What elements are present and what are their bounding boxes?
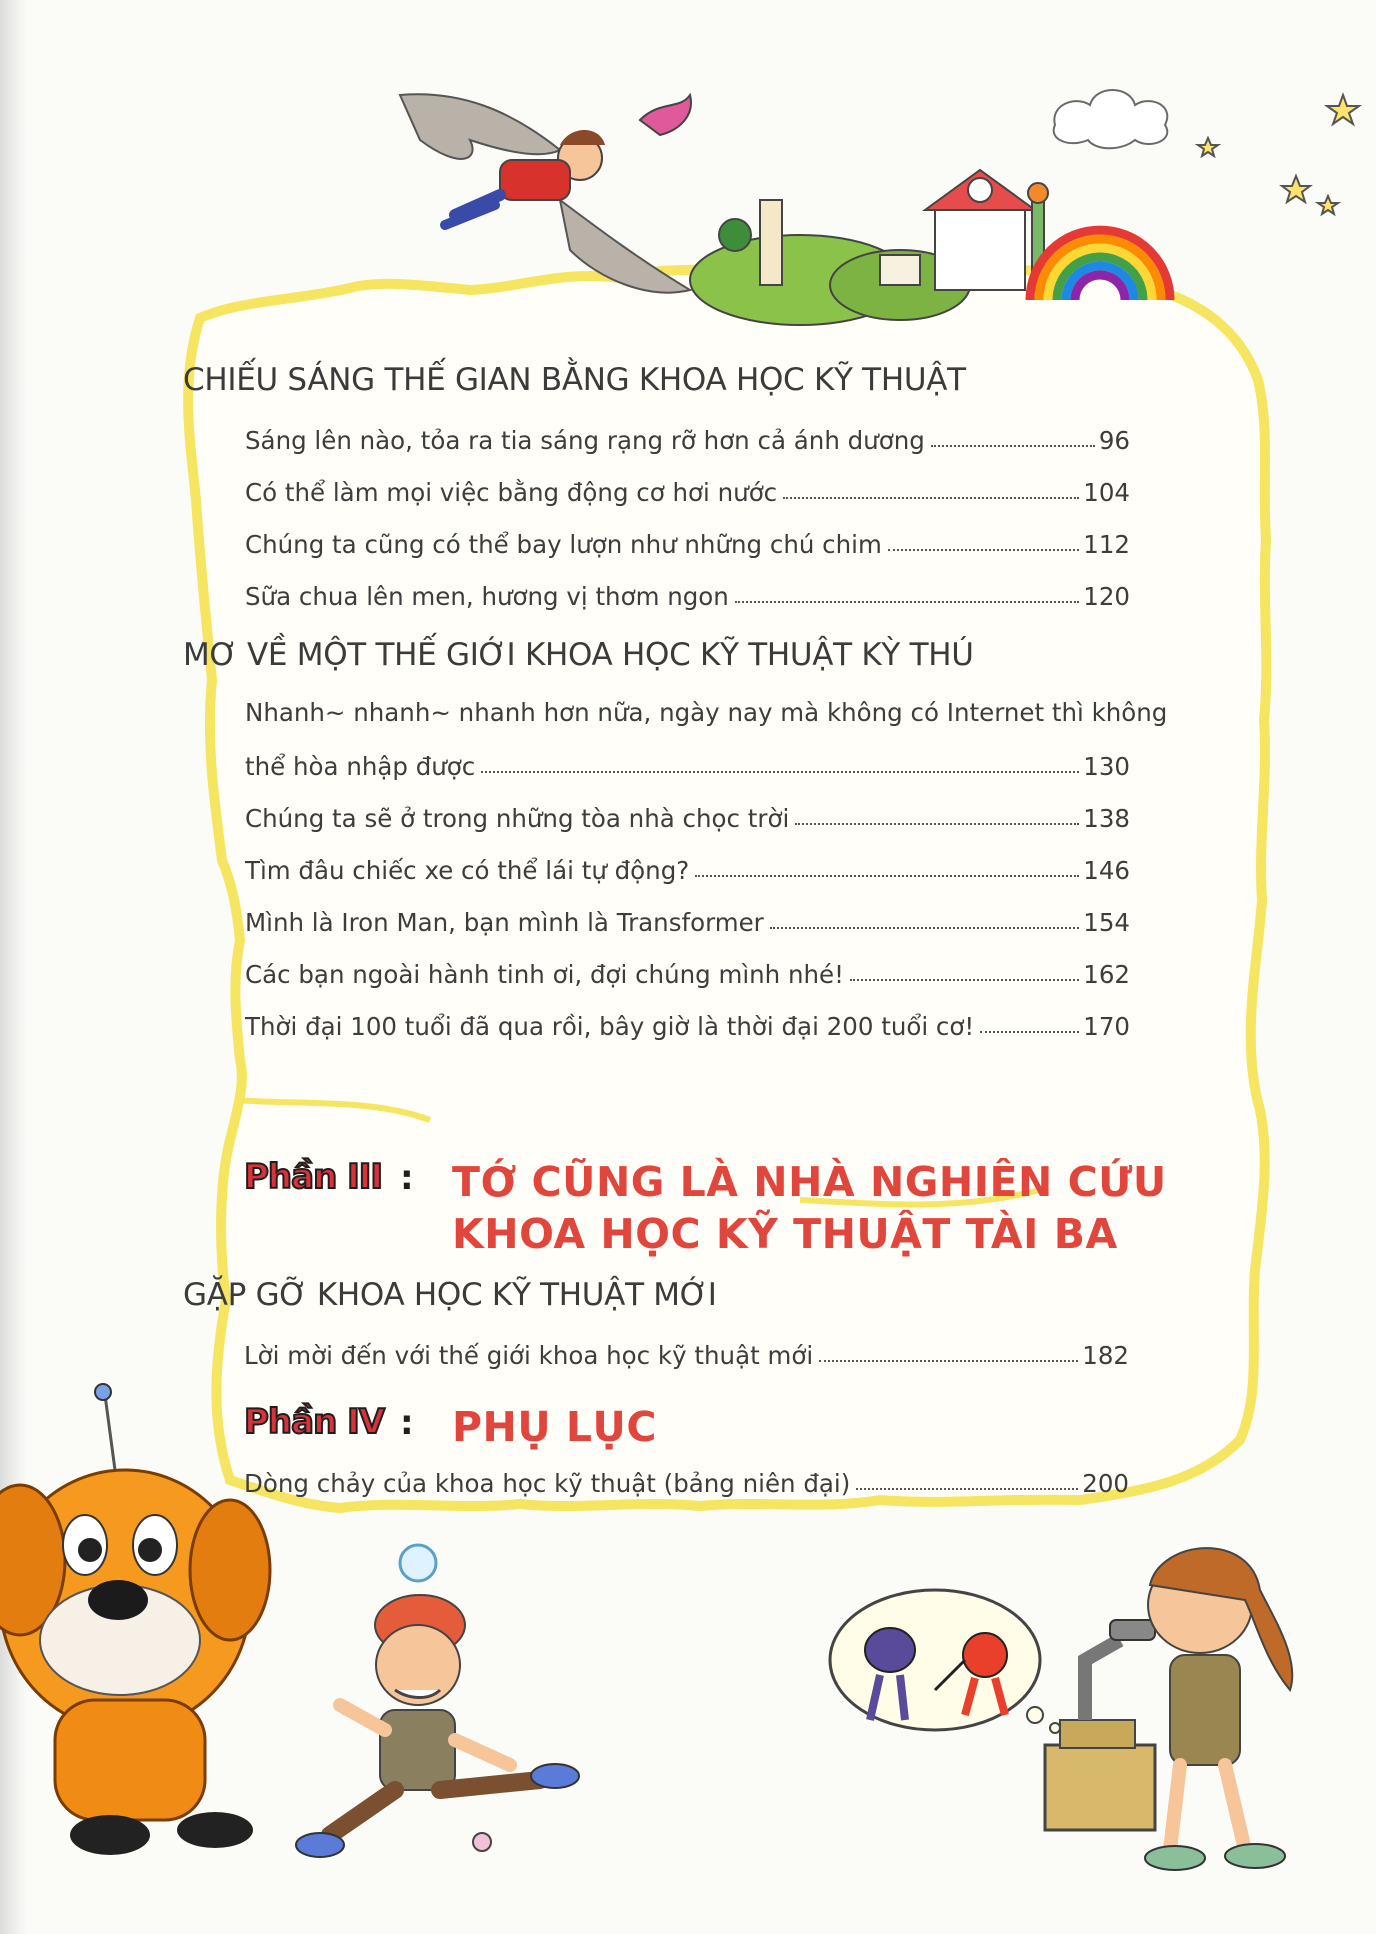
- entry-page: 104: [1083, 478, 1130, 507]
- toc-entry[interactable]: [245, 745, 1130, 781]
- part-title: PHỤ LỤC: [452, 1403, 657, 1451]
- toc-entry[interactable]: [245, 419, 1130, 455]
- entry-page: 146: [1083, 856, 1130, 885]
- dot-leader: [980, 1031, 1079, 1033]
- entry-title: Mình là Iron Man, bạn mình là Transformer: [245, 908, 764, 937]
- dot-leader: [481, 771, 1079, 773]
- entry-page: 162: [1083, 960, 1130, 989]
- entry-title: Chúng ta sẽ ở trong những tòa nhà chọc trời: [245, 804, 790, 833]
- toc-entry[interactable]: [245, 471, 1130, 507]
- toc-entry[interactable]: [245, 523, 1130, 559]
- toc-entry[interactable]: [244, 1462, 1129, 1498]
- toc-entry-line[interactable]: Nhanh~ nhanh~ nhanh hơn nữa, ngày nay mà không có Internet thì không: [245, 698, 1168, 727]
- entry-title: thể hòa nhập được: [245, 752, 476, 781]
- entry-page: 112: [1083, 530, 1130, 559]
- part-label: Phần IV: [244, 1402, 385, 1442]
- entry-title: Lời mời đến với thế giới khoa học kỹ thuật mới: [244, 1341, 814, 1370]
- entry-title: Chúng ta cũng có thể bay lượn như những chú chim: [245, 530, 882, 559]
- dot-leader: [856, 1488, 1078, 1490]
- part-label: Phần III: [244, 1157, 383, 1197]
- entry-page: 96: [1098, 426, 1130, 455]
- entry-title: Các bạn ngoài hành tinh ơi, đợi chúng mình nhé!: [245, 960, 844, 989]
- dot-leader: [783, 497, 1079, 499]
- entry-page: 170: [1083, 1012, 1130, 1041]
- section-title: MƠ VỀ MỘT THẾ GIỚI KHOA HỌC KỸ THUẬT KỲ THÚ: [183, 637, 974, 673]
- dot-leader: [735, 601, 1079, 603]
- entry-title: Sữa chua lên men, hương vị thơm ngon: [245, 582, 729, 611]
- entry-title: Có thể làm mọi việc bằng động cơ hơi nước: [245, 478, 778, 507]
- part-title: TỚ CŨNG LÀ NHÀ NGHIÊN CỨU: [452, 1158, 1167, 1206]
- entry-title: Sáng lên nào, tỏa ra tia sáng rạng rỡ hơn cả ánh dương: [245, 426, 925, 455]
- entry-page: 200: [1082, 1469, 1129, 1498]
- entry-page: 130: [1083, 752, 1130, 781]
- entry-page: 120: [1083, 582, 1130, 611]
- part-colon: :: [400, 1158, 414, 1198]
- dot-leader: [888, 549, 1079, 551]
- toc-entry[interactable]: [245, 797, 1130, 833]
- entry-title: Tìm đâu chiếc xe có thể lái tự động?: [245, 856, 690, 885]
- part-colon: :: [400, 1403, 414, 1443]
- entry-page: 154: [1083, 908, 1130, 937]
- toc-entry[interactable]: [245, 1005, 1130, 1041]
- entry-page: 138: [1083, 804, 1130, 833]
- entry-title: Thời đại 100 tuổi đã qua rồi, bây giờ là thời đại 200 tuổi cơ!: [245, 1012, 975, 1041]
- section-title: GẶP GỠ KHOA HỌC KỸ THUẬT MỚI: [183, 1277, 717, 1313]
- section-title: CHIẾU SÁNG THẾ GIAN BẰNG KHOA HỌC KỸ THUẬT: [183, 362, 966, 398]
- dot-leader: [770, 927, 1079, 929]
- part-title: KHOA HỌC KỸ THUẬT TÀI BA: [452, 1210, 1118, 1258]
- dot-leader: [850, 979, 1079, 981]
- dot-leader: [931, 445, 1095, 447]
- dot-leader: [695, 875, 1079, 877]
- toc-entry[interactable]: [245, 849, 1130, 885]
- entry-title: Dòng chảy của khoa học kỹ thuật (bảng niên đại): [244, 1469, 851, 1498]
- toc-entry[interactable]: [245, 901, 1130, 937]
- entry-page: 182: [1082, 1341, 1129, 1370]
- toc-entry[interactable]: [245, 575, 1130, 611]
- dot-leader: [819, 1360, 1078, 1362]
- toc-entry[interactable]: [244, 1334, 1129, 1370]
- dot-leader: [795, 823, 1079, 825]
- toc-entry[interactable]: [245, 953, 1130, 989]
